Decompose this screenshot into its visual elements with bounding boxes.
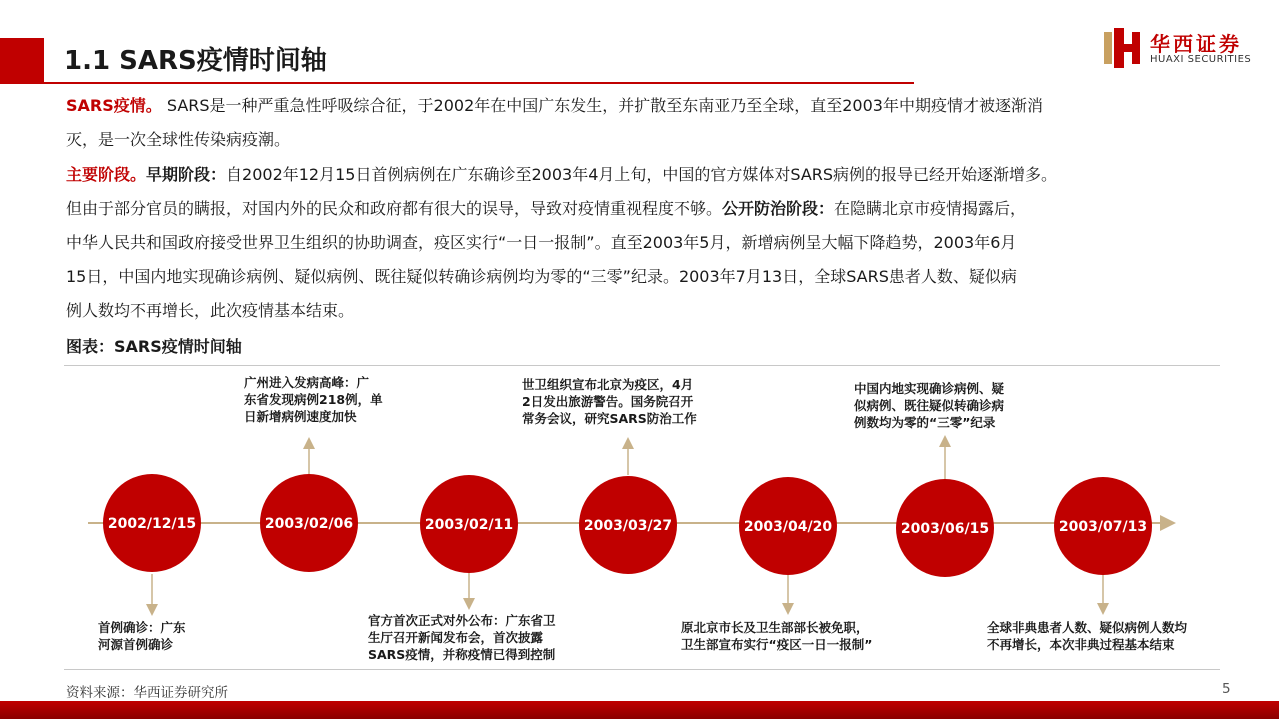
stages-text-2b: 在隐瞒北京市疫情揭露后， bbox=[834, 199, 1027, 218]
page-number: 5 bbox=[1222, 681, 1231, 697]
event-date: 2003/02/11 bbox=[424, 517, 514, 533]
event-description bbox=[522, 376, 697, 427]
page-title: 1.1 SARS疫情时间轴 bbox=[64, 46, 327, 76]
logo-english-name: HUAXI SECURITIES bbox=[1150, 54, 1252, 65]
event-description bbox=[98, 619, 186, 653]
event-date: 2003/03/27 bbox=[583, 518, 673, 534]
event-description-line: 似病例、既往疑似转确诊病 bbox=[854, 398, 1005, 413]
event-description-line: 卫生部宣布实行“疫区一日一报制” bbox=[681, 637, 873, 652]
public-stage-label: 公开防治阶段： bbox=[722, 199, 835, 218]
early-stage-label: 早期阶段： bbox=[146, 165, 227, 184]
event-description bbox=[854, 380, 1004, 431]
stages-text-1: 自2002年12月15日首例病例在广东确诊至2003年4月上旬，中国的官方媒体对SARS病例的报导已经开始逐渐增多。 bbox=[226, 165, 1058, 184]
stages-label: 主要阶段。 bbox=[66, 165, 147, 184]
event-description-line: 世卫组织宣布北京为疫区，4月 bbox=[522, 377, 694, 392]
event-description bbox=[244, 374, 383, 425]
event-description-line: 河源首例确诊 bbox=[98, 637, 174, 652]
event-date: 2003/06/15 bbox=[900, 521, 990, 537]
figure-title: 图表：SARS疫情时间轴 bbox=[66, 337, 242, 356]
source-note: 资料来源：华西证券研究所 bbox=[66, 685, 228, 701]
sars-text-2: 灭，是一次全球性传染病疫潮。 bbox=[66, 130, 291, 149]
event-description-line: 东省发现病例218例，单 bbox=[244, 392, 383, 407]
event-description-line: SARS疫情，并称疫情已得到控制 bbox=[368, 647, 556, 662]
event-description bbox=[987, 619, 1187, 653]
stages-text-2a: 但由于部分官员的瞒报，对国内外的民众和政府都有很大的误导，导致对疫情重视程度不够。 bbox=[66, 199, 723, 218]
logo-chinese-name: 华西证券 bbox=[1150, 32, 1242, 56]
event-date: 2003/02/06 bbox=[264, 516, 354, 532]
sars-text-1: SARS是一种严重急性呼吸综合征，于2002年在中国广东发生，并扩散至东南亚乃至全球，直至2003年中期疫情才被逐渐消 bbox=[166, 96, 1043, 115]
event-description-line: 广州进入发病高峰：广 bbox=[244, 375, 370, 390]
event-date: 2002/12/15 bbox=[107, 516, 197, 532]
event-description-line: 例数均为零的“三零”纪录 bbox=[854, 415, 996, 430]
event-description-line: 生厅召开新闻发布会，首次披露 bbox=[368, 630, 544, 645]
event-description-line: 全球非典患者人数、疑似病例人数均 bbox=[987, 620, 1188, 635]
event-description bbox=[681, 619, 872, 653]
event-description bbox=[368, 612, 556, 663]
event-description-line: 2日发出旅游警告。国务院召开 bbox=[522, 394, 694, 409]
event-description-line: 不再增长，本次非典过程基本结束 bbox=[987, 637, 1175, 652]
event-description-line: 中国内地实现确诊病例、疑 bbox=[854, 381, 1005, 396]
event-date: 2003/04/20 bbox=[743, 519, 833, 535]
event-description-line: 官方首次正式对外公布：广东省卫 bbox=[368, 613, 556, 628]
stages-text-3: 中华人民共和国政府接受世界卫生组织的协助调查，疫区实行“一日一报制”。直至2003年5月，新增病例呈大幅下降趋势，2003年6月 bbox=[66, 233, 1017, 252]
event-description-line: 原北京市长及卫生部部长被免职， bbox=[681, 620, 869, 635]
stages-text-4: 15日，中国内地实现确诊病例、疑似病例、既往疑似转确诊病例均为零的“三零”纪录。2003年7月13日，全球SARS患者人数、疑似病 bbox=[66, 267, 1017, 286]
event-description-line: 首例确诊：广东 bbox=[98, 620, 186, 635]
event-description-line: 日新增病例速度加快 bbox=[244, 409, 357, 424]
event-description-line: 常务会议，研究SARS防治工作 bbox=[522, 411, 697, 426]
sars-label: SARS疫情。 bbox=[66, 96, 162, 115]
bottom-brand-bar bbox=[0, 701, 1279, 719]
event-date: 2003/07/13 bbox=[1058, 519, 1148, 535]
stages-text-5: 例人数均不再增长，此次疫情基本结束。 bbox=[66, 301, 355, 320]
